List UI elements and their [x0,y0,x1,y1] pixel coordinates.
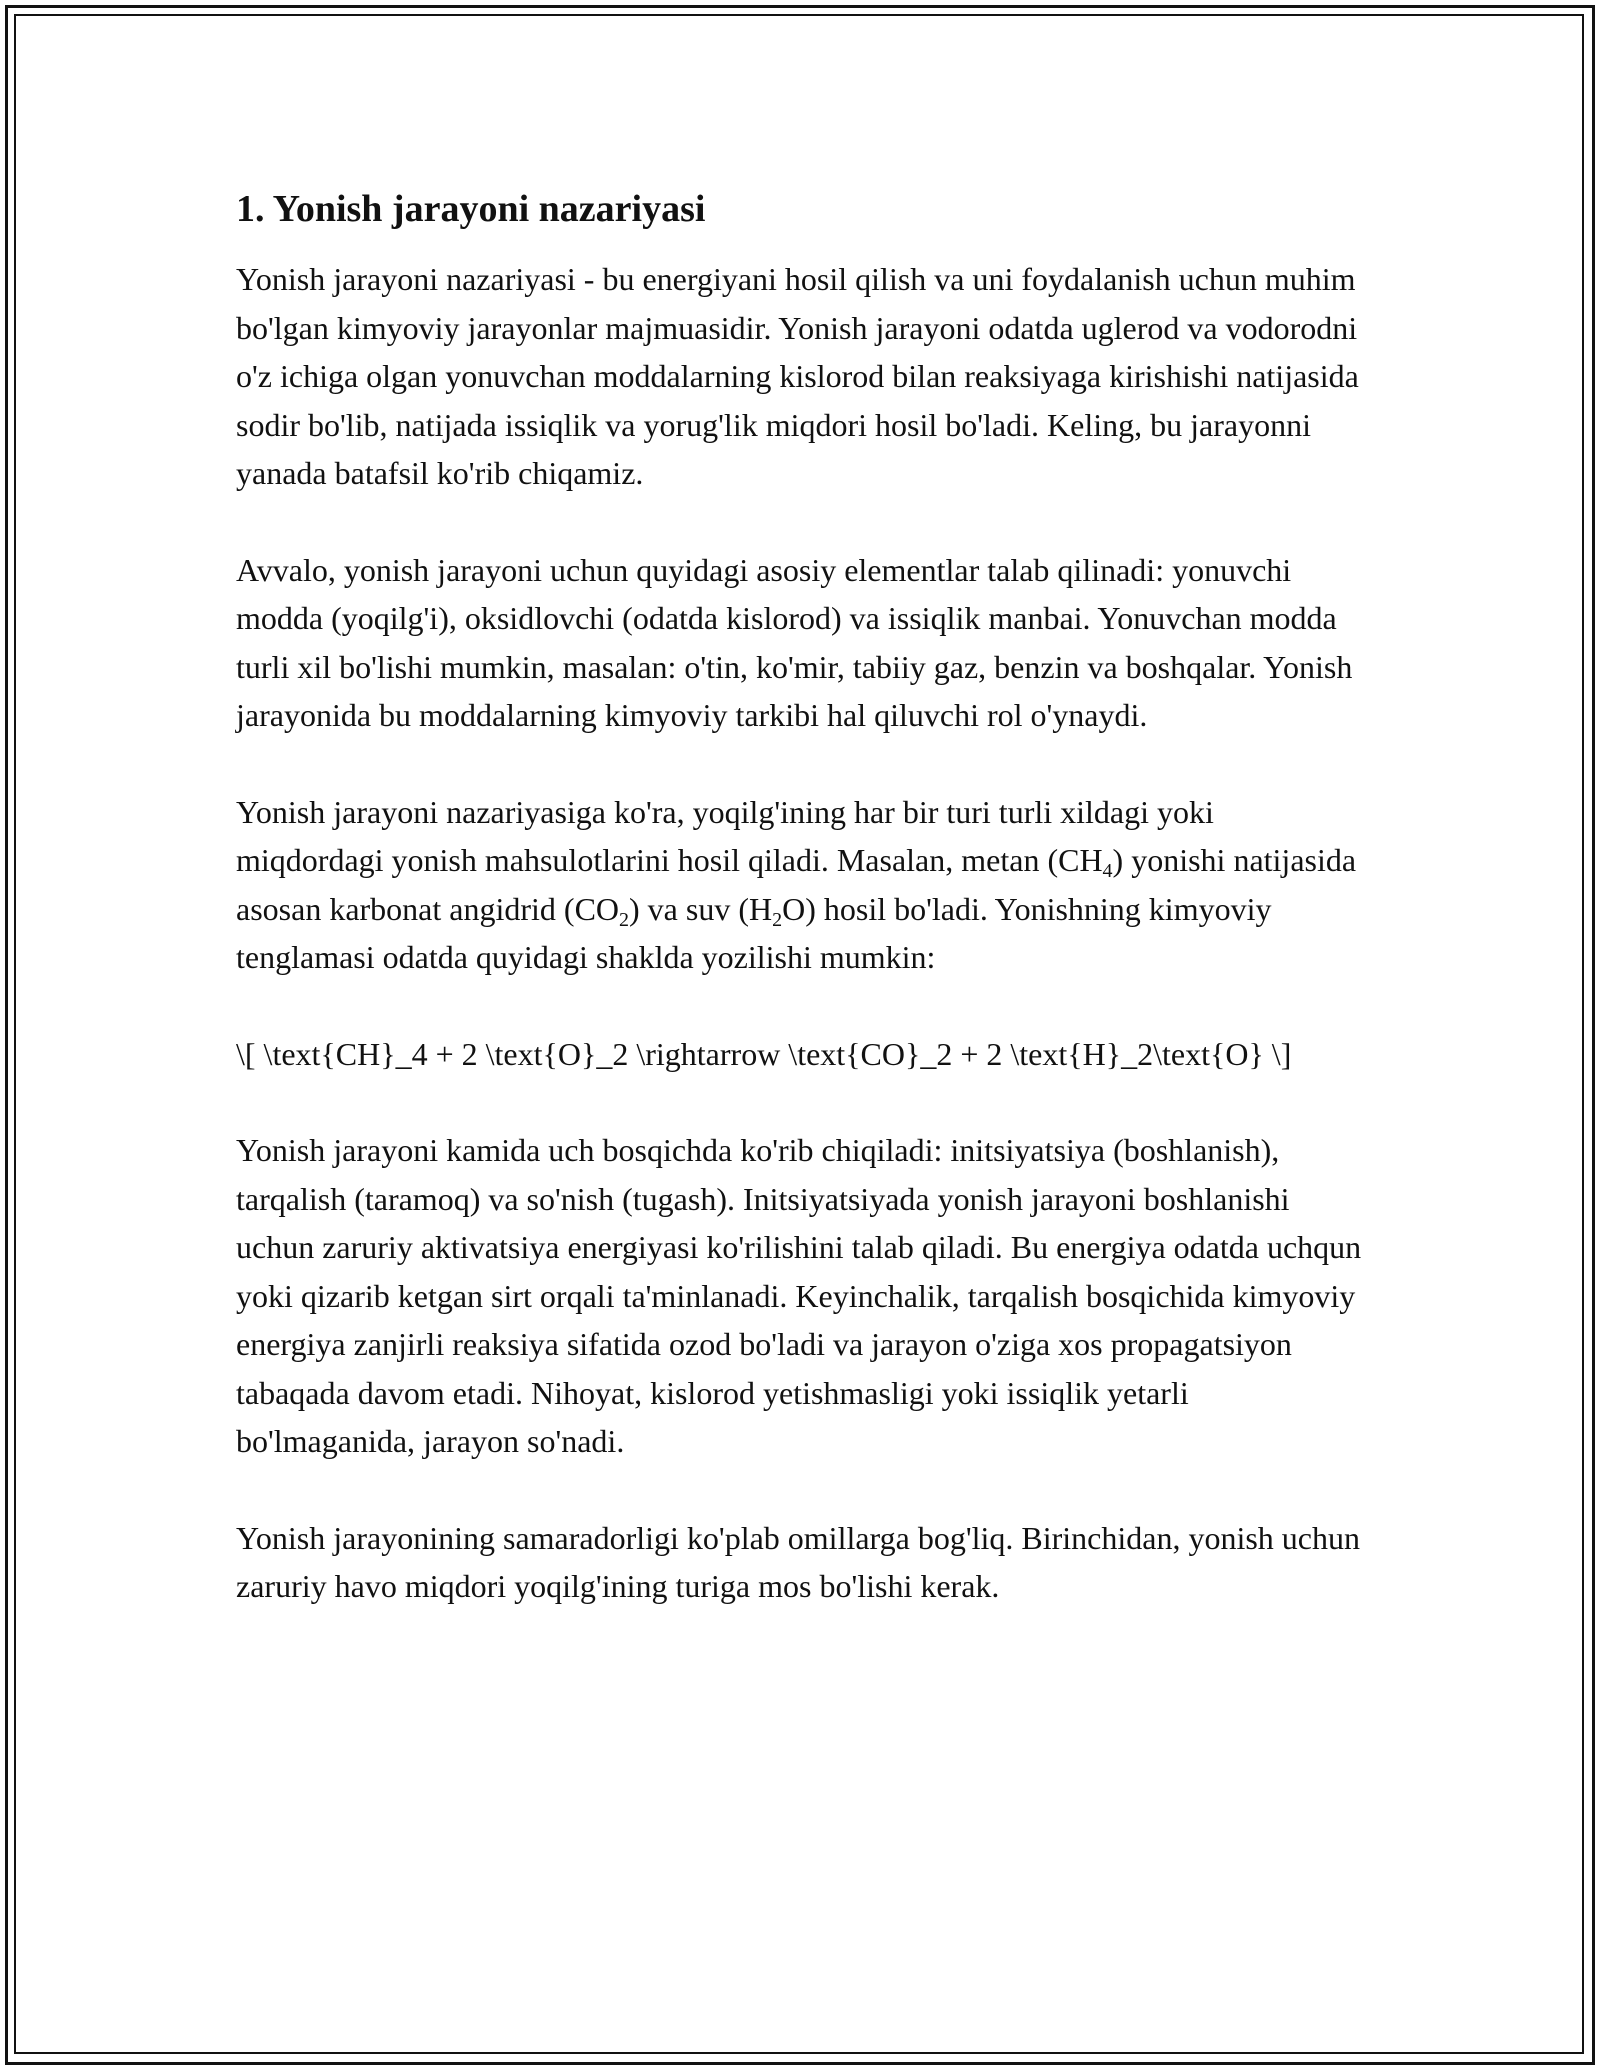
paragraph-stages: Yonish jarayoni kamida uch bosqichda ko'rib chiqiladi: initsiyatsiya (boshlanish), tarqalish (taramoq) va so'nish (tugash). Initsiyatsiyada yonish jarayoni boshlanishi uchun zaruriy aktivatsiya energiyasi ko'rilishini talab qiladi. Bu energiya odatda uchqun yoki qizarib ketgan sirt orqali ta'minlanadi. Keyinchalik, tarqalish bosqichida kimyoviy energiya zanjirli reaksiya sifatida ozod bo'ladi va jarayon o'ziga xos propagatsiyon tabaqada davom etadi. Nihoyat, kislorod yetishmasligi yoki issiqlik yetarli bo'lmaganida, jarayon so'nadi. [236,1132,1362,1459]
paragraph-elements: Avvalo, yonish jarayoni uchun quyidagi asosiy elementlar talab qilinadi: yonuvchi modda (yoqilg'i), oksidlovchi (odatda kislorod) va issiqlik manbai. Yonuvchan modda turli xil bo'lishi mumkin, masalan: o'tin, ko'mir, tabiiy gaz, benzin va boshqalar. Yonish jarayonida bu moddalarning kimyoviy tarkibi hal qiluvchi rol o'ynaydi. [236,551,1353,733]
paragraph-products-text-1: Yonish jarayoni nazariyasiga ko'ra, yoqilg'ining har bir turi turli xildagi yoki miqdordagi yonish mahsulotlarini hosil qiladi. Masalan, metan (CH [236,793,1214,878]
chemical-equation: \[ \text{CH}_4 + 2 \text{O}_2 \rightarrow \text{CO}_2 + 2 \text{H}_2\text{O} \] [236,1035,1292,1072]
paragraph-intro: Yonish jarayoni nazariyasi - bu energiyani hosil qilish va uni foydalanish uchun muhim bo'lgan kimyoviy jarayonlar majmuasidir. Yonish jarayoni odatda uglerod va vodorodni o'z ichiga olgan yonuvchan moddalarning kislorod bilan reaksiyaga kirishishi natijasida sodir bo'lib, natijada issiqlik va yorug'lik miqdori hosil bo'ladi. Keling, bu jarayonni yanada batafsil ko'rib chiqamiz. [236,261,1359,491]
subscript-co2: 2 [619,908,630,931]
section-heading: 1. Yonish jarayoni nazariyasi [236,188,706,230]
paragraph-products [236,788,1366,982]
document-body [236,185,1366,1659]
subscript-h2o: 2 [772,908,783,931]
paragraph-products-text-2: ) yonishi natijasida asosan karbonat angidrid (CO [236,842,1357,927]
paragraph-products-text-4: O) hosil bo'ladi. Yonishning kimyoviy tenglamasi odatda quyidagi shaklda yozilishi mumkin: [236,890,1272,975]
paragraph-products-text-3: ) va suv (H [629,890,773,927]
paragraph-efficiency: Yonish jarayonining samaradorligi ko'plab omillarga bog'liq. Birinchidan, yonish uchun zaruriy havo miqdori yoqilg'ining turiga mos bo'lishi kerak. [236,1519,1360,1604]
subscript-ch4: 4 [1102,860,1113,882]
